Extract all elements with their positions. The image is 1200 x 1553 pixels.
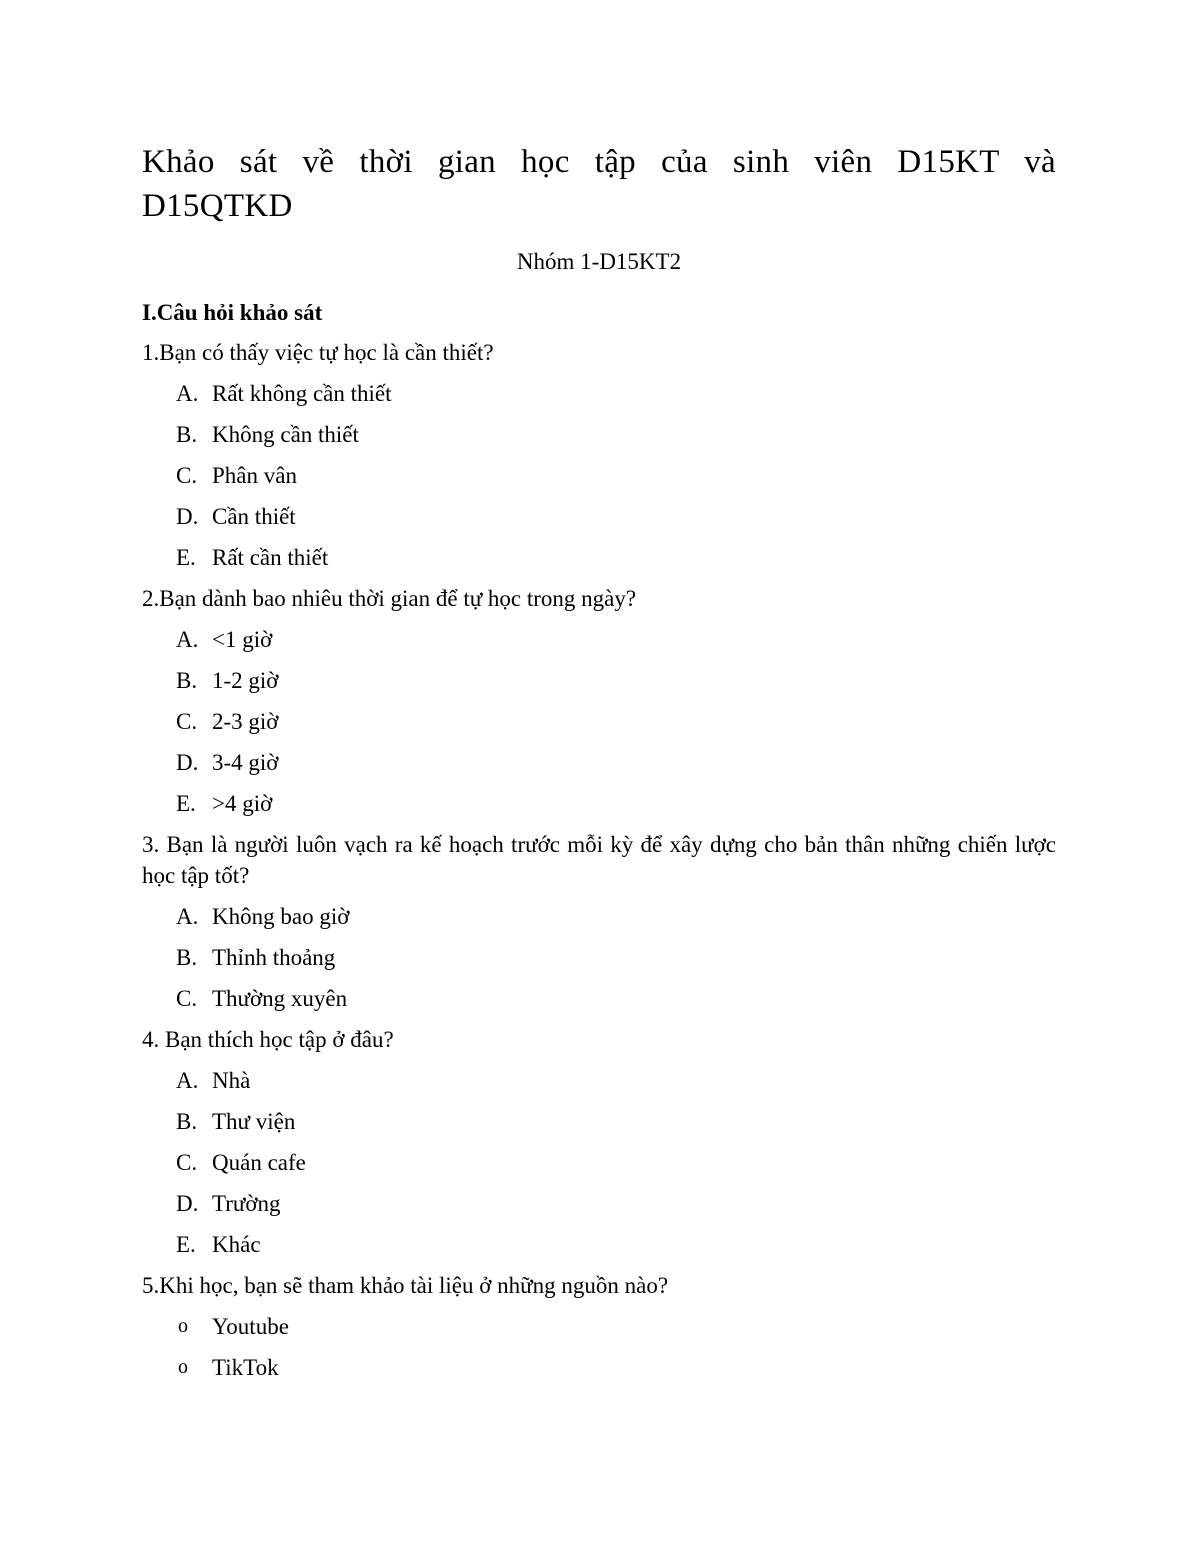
option-item bbox=[142, 1311, 1056, 1342]
question-block-3 bbox=[142, 829, 1056, 1014]
option-marker: B. bbox=[176, 1109, 198, 1134]
option-marker: C. bbox=[176, 986, 198, 1011]
option-marker: B. bbox=[176, 668, 198, 693]
option-text: Rất không cần thiết bbox=[212, 381, 392, 406]
option-marker: D. bbox=[176, 750, 199, 775]
option-item bbox=[142, 1106, 1056, 1137]
option-item bbox=[142, 542, 1056, 573]
document-title: Khảo sát về thời gian học tập của sinh viên D15KT và D15QTKD bbox=[142, 144, 1056, 224]
option-marker: C. bbox=[176, 463, 198, 488]
option-item bbox=[142, 1188, 1056, 1219]
option-item bbox=[142, 942, 1056, 973]
option-marker: E. bbox=[176, 1232, 196, 1257]
option-item bbox=[142, 788, 1056, 819]
hollow-bullet-icon: o bbox=[178, 1315, 188, 1337]
question-block-1 bbox=[142, 337, 1056, 573]
option-marker: D. bbox=[176, 1191, 199, 1216]
option-item bbox=[142, 706, 1056, 737]
section-heading: I.Câu hỏi khảo sát bbox=[142, 300, 323, 325]
question-block-5 bbox=[142, 1270, 1056, 1383]
option-text: Rất cần thiết bbox=[212, 545, 329, 570]
document-page bbox=[142, 140, 1056, 1383]
option-marker: C. bbox=[176, 1150, 198, 1175]
option-item bbox=[142, 419, 1056, 450]
option-list bbox=[142, 1065, 1056, 1260]
question-text: 1.Bạn có thấy việc tự học là cần thiết? bbox=[142, 340, 494, 365]
option-item bbox=[142, 460, 1056, 491]
option-item bbox=[142, 501, 1056, 532]
option-list bbox=[142, 624, 1056, 819]
option-text: Không bao giờ bbox=[212, 904, 350, 929]
question-text: 2.Bạn dành bao nhiêu thời gian để tự học trong ngày? bbox=[142, 586, 637, 611]
option-text: Cần thiết bbox=[212, 504, 296, 529]
question-block-4 bbox=[142, 1024, 1056, 1260]
option-text: Trường bbox=[212, 1191, 281, 1216]
option-text: Youtube bbox=[212, 1314, 289, 1339]
option-text: Nhà bbox=[212, 1068, 251, 1093]
question-text: 4. Bạn thích học tập ở đâu? bbox=[142, 1027, 394, 1052]
option-text: 2-3 giờ bbox=[212, 709, 279, 734]
option-list bbox=[142, 1311, 1056, 1383]
option-text: <1 giờ bbox=[212, 627, 273, 652]
question-text: 3. Bạn là người luôn vạch ra kế hoạch trước mỗi kỳ để xây dựng cho bản thân những chiến lược học tập tốt? bbox=[142, 832, 1056, 888]
option-text: Khác bbox=[212, 1232, 261, 1257]
option-text: Phân vân bbox=[212, 463, 297, 488]
option-item bbox=[142, 665, 1056, 696]
option-marker: B. bbox=[176, 945, 198, 970]
option-item bbox=[142, 1352, 1056, 1383]
option-marker: D. bbox=[176, 504, 199, 529]
option-text: Không cần thiết bbox=[212, 422, 359, 447]
option-item bbox=[142, 624, 1056, 655]
hollow-bullet-icon: o bbox=[178, 1356, 188, 1378]
option-text: 1-2 giờ bbox=[212, 668, 279, 693]
option-text: >4 giờ bbox=[212, 791, 273, 816]
option-item bbox=[142, 1065, 1056, 1096]
option-marker: A. bbox=[176, 381, 199, 406]
option-text: TikTok bbox=[212, 1355, 279, 1380]
option-list bbox=[142, 901, 1056, 1014]
option-text: Thường xuyên bbox=[212, 986, 348, 1011]
group-subtitle: Nhóm 1-D15KT2 bbox=[516, 249, 682, 274]
option-item bbox=[142, 901, 1056, 932]
option-marker: E. bbox=[176, 791, 196, 816]
option-item bbox=[142, 378, 1056, 409]
option-text: Thư viện bbox=[212, 1109, 296, 1134]
option-marker: B. bbox=[176, 422, 198, 447]
option-text: 3-4 giờ bbox=[212, 750, 279, 775]
option-text: Quán cafe bbox=[212, 1150, 306, 1175]
question-text: 5.Khi học, bạn sẽ tham khảo tài liệu ở những nguồn nào? bbox=[142, 1273, 669, 1298]
option-item bbox=[142, 1229, 1056, 1260]
option-marker: A. bbox=[176, 1068, 199, 1093]
option-list bbox=[142, 378, 1056, 573]
option-text: Thỉnh thoảng bbox=[212, 945, 336, 970]
option-marker: C. bbox=[176, 709, 198, 734]
option-marker: E. bbox=[176, 545, 196, 570]
option-item bbox=[142, 747, 1056, 778]
option-item bbox=[142, 983, 1056, 1014]
question-block-2 bbox=[142, 583, 1056, 819]
option-item bbox=[142, 1147, 1056, 1178]
option-marker: A. bbox=[176, 627, 199, 652]
option-marker: A. bbox=[176, 904, 199, 929]
